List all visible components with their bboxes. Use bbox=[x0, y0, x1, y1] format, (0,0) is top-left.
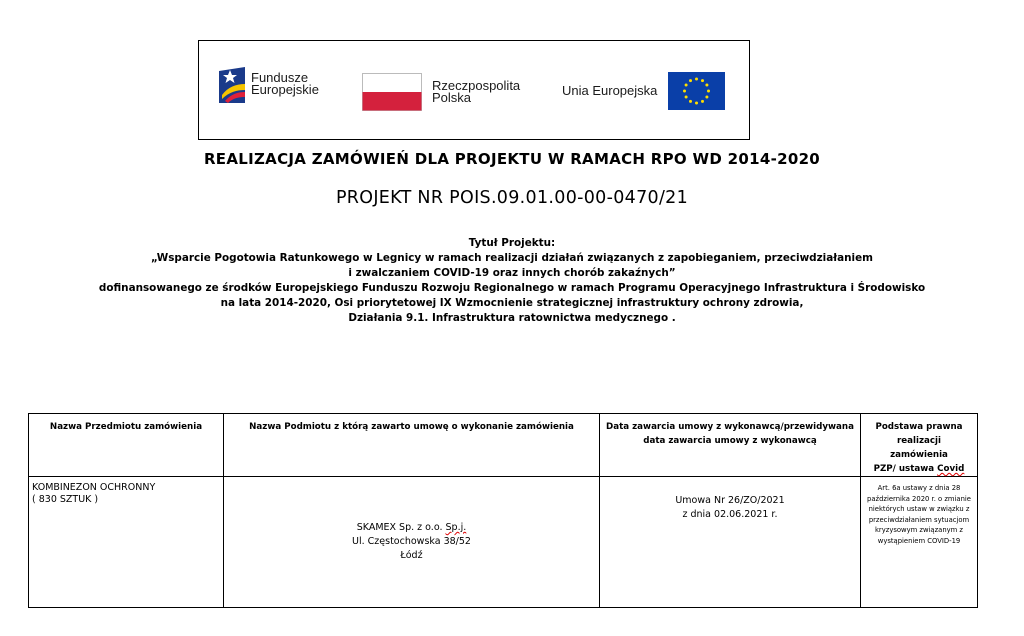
project-title-label: Tytuł Projektu: bbox=[468, 237, 556, 249]
legal-basis-cell: Art. 6a ustawy z dnia 28 października 2020 r. o zmianie niektórych ustaw w związku z przeciwdziałaniem sytuacjom kryzysowym związanym z wystąpieniem COVID-19 bbox=[861, 477, 978, 608]
contract-number: Umowa Nr 26/ZO/2021 bbox=[675, 495, 785, 506]
header-legal-basis-line4 bbox=[861, 462, 977, 476]
header-legal-basis-line2: realizacji bbox=[896, 436, 942, 446]
project-line-1: „Wsparcie Pogotowia Ratunkowego w Legnicy w ramach realizacji działań związanych z zapobieganiem, przeciwdziałaniem bbox=[151, 252, 873, 264]
item-name: KOMBINEZON OCHRONNY bbox=[32, 482, 156, 493]
supplier-name-main: SKAMEX Sp. z o.o. bbox=[356, 522, 446, 533]
header-legal-basis-pzp: PZP/ ustawa bbox=[873, 464, 938, 474]
supplier-street: Ul. Częstochowska 38/52 bbox=[352, 536, 471, 547]
table-row bbox=[29, 477, 978, 608]
table-header-row bbox=[29, 414, 978, 477]
header-contract-date: Data zawarcia umowy z wykonawcą/przewidywana data zawarcia umowy z wykonawcą bbox=[600, 414, 861, 477]
supplier-name-suffix: Sp.j. bbox=[445, 522, 467, 533]
fundusze-line1: Fundusze bbox=[251, 70, 309, 85]
fundusze-europejskie-icon bbox=[219, 65, 245, 103]
rzeczpospolita-logo bbox=[362, 73, 520, 111]
item-quantity: ( 830 SZTUK ) bbox=[32, 494, 99, 505]
contract-date: z dnia 02.06.2021 r. bbox=[682, 509, 778, 520]
fundusze-europejskie-logo bbox=[219, 65, 319, 103]
unia-europejska-label: Unia Europejska bbox=[562, 83, 658, 98]
item-cell bbox=[29, 477, 224, 608]
header-item-name: Nazwa Przedmiotu zamówienia bbox=[29, 414, 224, 477]
logo-banner bbox=[198, 40, 750, 140]
project-line-2: i zwalczaniem COVID-19 oraz innych chorób zakaźnych” bbox=[348, 267, 676, 279]
project-line-5: Działania 9.1. Infrastruktura ratownictwa medycznego . bbox=[348, 312, 676, 324]
project-number: PROJEKT NR POIS.09.01.00-00-0470/21 bbox=[335, 188, 689, 208]
page-title: REALIZACJA ZAMÓWIEŃ DLA PROJEKTU W RAMACH RPO WD 2014-2020 bbox=[203, 150, 821, 168]
polish-flag-icon bbox=[362, 73, 422, 111]
header-supplier: Nazwa Podmiotu z którą zawarto umowę o wykonanie zamówienia bbox=[224, 414, 600, 477]
rzeczpospolita-line2: Polska bbox=[432, 90, 472, 105]
project-description bbox=[0, 236, 1024, 326]
header-legal-basis-covid: Covid bbox=[937, 464, 965, 474]
rzeczpospolita-line1: Rzeczpospolita bbox=[432, 78, 521, 93]
header-legal-basis bbox=[861, 414, 978, 477]
header-legal-basis-line1: Podstawa prawna bbox=[875, 422, 963, 432]
unia-europejska-logo bbox=[562, 72, 725, 110]
header-legal-basis-line3: zamówienia bbox=[890, 450, 948, 460]
contract-cell bbox=[600, 477, 861, 608]
supplier-cell bbox=[224, 477, 600, 608]
project-line-3: dofinansowanego ze środków Europejskiego Funduszu Rozwoju Regionalnego w ramach Programu Operacyjnego Infrastruktura i Środowisko bbox=[98, 282, 926, 294]
project-line-4: na lata 2014-2020, Osi priorytetowej IX Wzmocnienie strategicznej infrastruktury ochrony zdrowia, bbox=[220, 297, 804, 309]
supplier-name bbox=[224, 521, 599, 535]
eu-flag-icon bbox=[668, 72, 725, 110]
orders-table bbox=[28, 413, 978, 608]
supplier-city: Łódź bbox=[400, 550, 423, 561]
fundusze-line2: Europejskie bbox=[251, 82, 319, 97]
